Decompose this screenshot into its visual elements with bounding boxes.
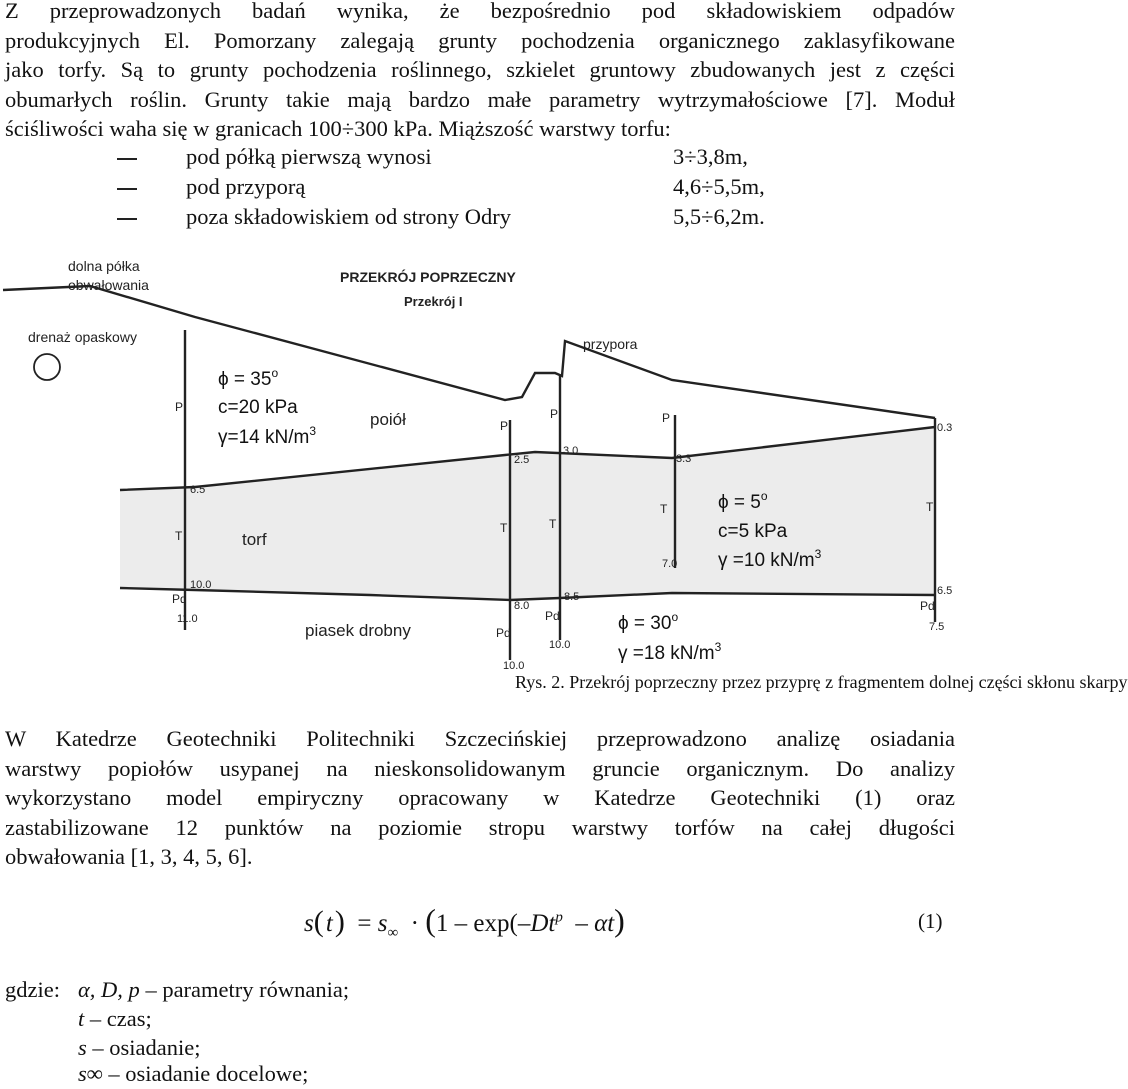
ash-gamma: γ=14 $kN/m^3$: [218, 424, 317, 448]
dash-bullet: [117, 188, 137, 190]
depth-label: 6.5: [190, 484, 206, 496]
legend-item: [78, 1006, 152, 1032]
label-torf: torf: [242, 530, 267, 549]
legend-symbol: s: [78, 1035, 87, 1060]
peat-c: c=5 kPa: [718, 521, 788, 542]
label-piasek: piasek drobny: [305, 621, 411, 640]
intro-line: produkcyjnych El. Pomorzany zalegają grunty pochodzenia organicznego zaklasyfikowane: [5, 27, 955, 53]
depth-label: 0.3: [937, 422, 953, 434]
legend-symbol: t: [78, 1006, 85, 1031]
borehole-mark-p: P: [550, 407, 559, 421]
legend-desc: – osiadanie docelowe;: [102, 1061, 309, 1086]
embankment-surface-line: [3, 286, 935, 418]
borehole-mark-t: T: [175, 529, 183, 543]
intro-line: Z przeprowadzonych badań wynika, że bezpośrednio pod składowiskiem odpadów: [5, 0, 955, 23]
legend-intro: gdzie:: [5, 977, 60, 1002]
borehole-mark-pd: Pd: [545, 609, 560, 623]
thickness-item: [0, 144, 960, 174]
figure-caption: Rys. 2. Przekrój poprzeczny przez przyprę z fragmentem dolnej części skłonu skarpy: [515, 672, 1128, 692]
legend-desc: – czas;: [84, 1006, 152, 1031]
body-line: obwałowania [1, 3, 4, 5, 6].: [5, 844, 253, 870]
depth-label: 6.5: [937, 585, 953, 597]
body-line: warstwy popiołów usypanej na nieskonsolidowanym gruncie organicznym. Do analizy: [5, 755, 955, 781]
equation-number: (1): [918, 909, 943, 933]
borehole-mark-pd: Pd: [172, 592, 187, 606]
intro-line: jako torfy. Są to grunty pochodzenia roślinnego, szkielet gruntowy zbudowanych jest z części: [5, 57, 955, 83]
legend-item: [78, 977, 349, 1003]
depth-label: 10.0: [190, 579, 212, 591]
borehole-mark-t: T: [660, 502, 668, 516]
peat-phi: $\phi = 5^o$: [718, 489, 768, 513]
intro-line: ściśliwości waha się w granicach 100÷300 kPa. Miąższość warstwy torfu:: [5, 116, 671, 142]
borehole-mark-pd: Pd: [496, 626, 511, 640]
borehole-mark-t: T: [549, 517, 557, 531]
depth-label: 2.5: [514, 454, 530, 466]
label-dolna-polka: dolna półka: [68, 258, 140, 274]
body-line: W Katedrze Geotechniki Politechniki Szczecińskiej przeprowadzono analizę osiadania: [5, 726, 955, 751]
peat-gamma: γ =10 $kN/m^3$: [718, 547, 822, 571]
label-obwalowania: obwałowania: [68, 277, 149, 293]
thickness-value: 3÷3,8m,: [673, 144, 748, 169]
depth-label: 10.0: [549, 639, 571, 651]
thickness-value: 5,5÷6,2m.: [673, 204, 765, 229]
depth-label: 8.0: [514, 600, 530, 612]
ash-phi: $\phi = 35^o$: [218, 366, 279, 390]
depth-label: 8.5: [564, 591, 580, 603]
body-paragraph: [5, 724, 955, 872]
sand-gamma: γ =18 $kN/m^3$: [618, 640, 722, 664]
thickness-item: [0, 174, 960, 204]
borehole-mark-p: P: [500, 419, 509, 433]
borehole-mark-p: P: [175, 400, 184, 414]
depth-label: 3.0: [563, 445, 579, 457]
depth-label: 11.0: [177, 613, 198, 625]
borehole-mark-p: P: [662, 411, 671, 425]
legend-desc: – parametry równania;: [139, 977, 350, 1002]
figure-title: PRZEKRÓJ POPRZECZNY: [340, 269, 516, 285]
thickness-value: 4,6÷5,5m,: [673, 174, 765, 199]
depth-label: 7.5: [929, 621, 945, 633]
cross-section-figure: [0, 250, 960, 675]
borehole-mark-t: T: [500, 521, 508, 535]
legend-symbol: s∞: [78, 1061, 103, 1086]
depth-label: 10.0: [503, 660, 525, 672]
body-line: wykorzystano model empiryczny opracowany w Katedrze Geotechniki (1) oraz: [5, 785, 955, 811]
thickness-item: [0, 204, 960, 234]
drainage-circle-icon: [34, 354, 60, 380]
thickness-label: pod przyporą: [186, 174, 306, 199]
intro-line: obumarłych roślin. Grunty takie mają bardzo małe parametry wytrzymałościowe [7]. Moduł: [5, 86, 955, 112]
settlement-equation: s( t ) = $s_\infty \cdot (1 - \exp(-Dt^p - \alpha t)$: [304, 902, 625, 941]
thickness-label: poza składowiskiem od strony Odry: [186, 204, 511, 229]
thickness-label: pod półką pierwszą wynosi: [186, 144, 432, 169]
borehole-mark-pd: Pd: [920, 599, 935, 613]
depth-label: 7.0: [662, 558, 678, 570]
body-line: zastabilizowane 12 punktów na poziomie stropu warstwy torfów na całej długości: [5, 814, 955, 840]
legend-item: [78, 1061, 308, 1087]
borehole-mark-t: T: [926, 500, 934, 514]
label-drenaz: drenaż opaskowy: [28, 329, 137, 345]
sand-phi: $\phi = 30^o$: [618, 610, 679, 634]
legend-item: [78, 1035, 201, 1061]
ash-c: c=20 kPa: [218, 397, 298, 418]
legend-desc: – osiadanie;: [86, 1035, 201, 1060]
label-przypora: przypora: [583, 336, 638, 352]
dash-bullet: [117, 158, 137, 160]
label-popiol: poiół: [370, 410, 406, 429]
depth-label: 3.3: [676, 453, 692, 465]
figure-subtitle: Przekrój I: [404, 294, 463, 309]
legend-symbol: α, D, p: [78, 977, 140, 1002]
intro-paragraph: [5, 0, 955, 144]
dash-bullet: [117, 218, 137, 220]
